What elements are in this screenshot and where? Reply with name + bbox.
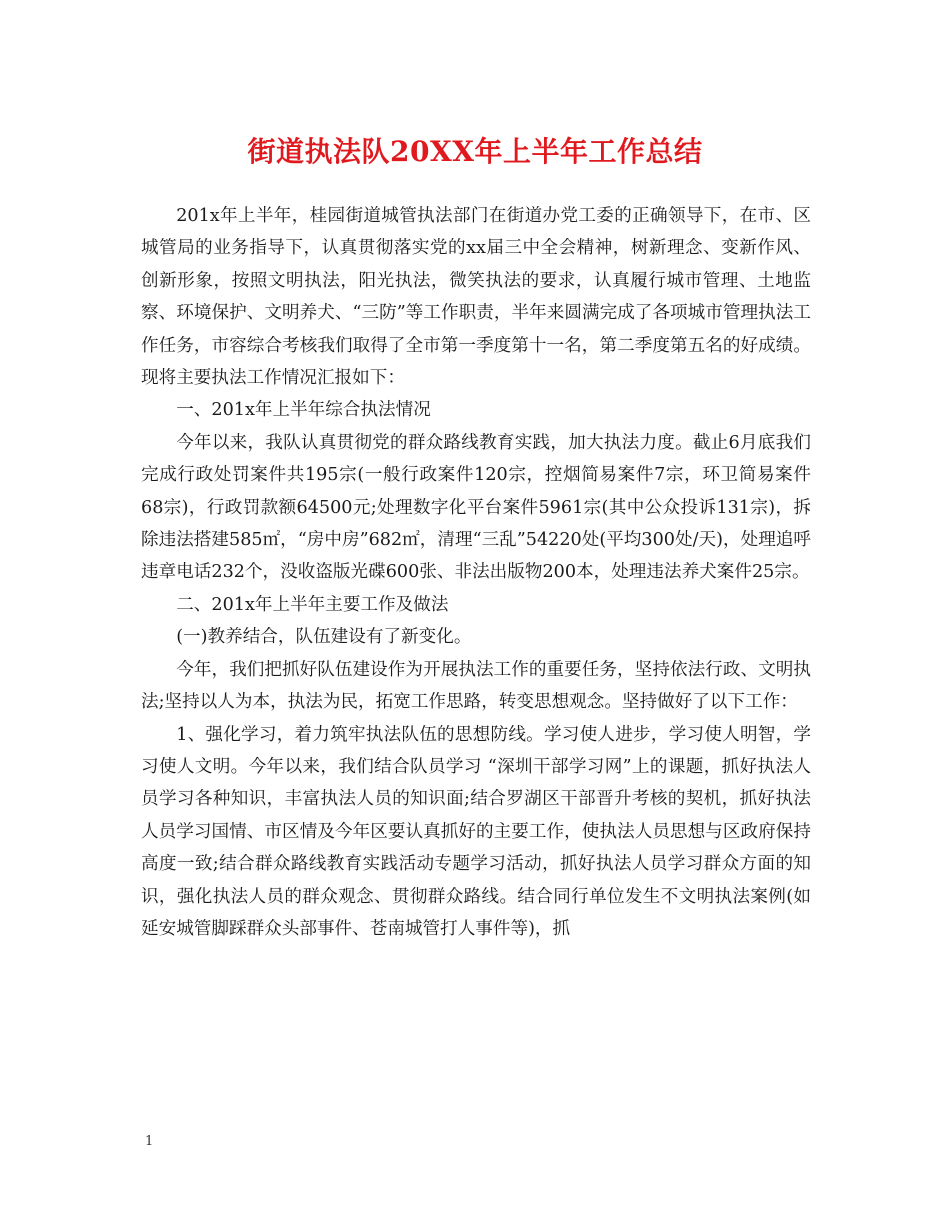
section-heading-2: 二、201x年上半年主要工作及做法	[176, 594, 449, 615]
paragraph-team-building: 今年，我们把抓好队伍建设作为开展执法工作的重要任务，坚持依法行政、文明执法;坚持以人为本，执法为民，拓宽工作思路，转变思想观念。坚持做好了以下工作：	[141, 659, 811, 713]
section-heading-1: 一、201x年上半年综合执法情况	[176, 400, 431, 421]
page-number: 1	[145, 1134, 154, 1149]
paragraph-study: 1、强化学习，着力筑牢执法队伍的思想防线。学习使人进步，学习使人明智，学习使人文明。今年以来，我们结合队员学习 “深圳干部学习网”上的课题，抓好执法人员学习各种知识，丰富执法人员的知识面;结合罗湖区干部晋升考核的契机，抓好执法人员学习国情、市区情及今年区要认真抓好的主要工作，使执法人员思想与区政府保持高度一致;结合群众路线教育实践活动专题学习活动，抓好执法人员学习群众方面的知识，强化执法人员的群众观念、贯彻群众路线。结合同行单位发生不文明执法案例(如延安城管脚踩群众头部事件、苍南城管打人事件等)，抓	[141, 724, 811, 939]
subsection-heading-1: (一)教养结合，队伍建设有了新变化。	[176, 627, 472, 648]
document-title: 街道执法队20XX年上半年工作总结	[247, 135, 703, 168]
paragraph-enforcement-stats: 今年以来，我队认真贯彻党的群众路线教育实践，加大执法力度。截止6月底我们完成行政处罚案件共195宗(一般行政案件120宗，控烟简易案件7宗，环卫简易案件68宗)，行政罚款额64500元;处理数字化平台案件5961宗(其中公众投诉131宗)，拆除违法搭建585㎡，“房中房”682㎡，清理“三乱”54220处(平均300处/天)，处理追呼违章电话232个，没收盗版光碟600张、非法出版物200本，处理违法养犬案件25宗。	[141, 432, 811, 583]
document-body	[141, 200, 811, 945]
paragraph-intro: 201x年上半年，桂园街道城管执法部门在街道办党工委的正确领导下，在市、区城管局的业务指导下，认真贯彻落实党的xx届三中全会精神，树新理念、变新作风、创新形象，按照文明执法，阳光执法，微笑执法的要求，认真履行城市管理、土地监察、环境保护、文明养犬、“三防”等工作职责，半年来圆满完成了各项城市管理执法工作任务，市容综合考核我们取得了全市第一季度第十一名，第二季度第五名的好成绩。现将主要执法工作情况汇报如下：	[141, 206, 811, 389]
